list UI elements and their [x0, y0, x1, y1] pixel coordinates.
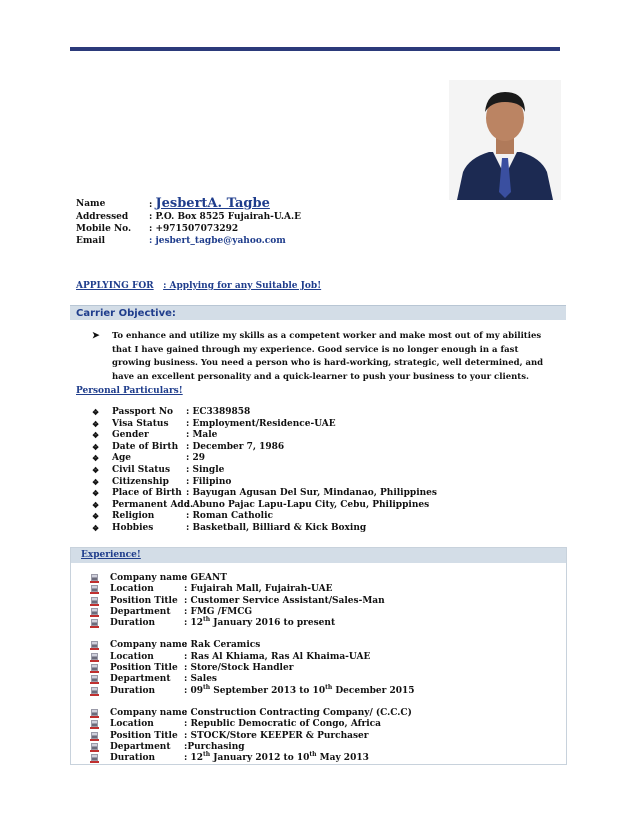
objective-paragraph	[92, 330, 558, 384]
personal-heading: Personal Particulars!	[76, 386, 183, 396]
personal-value: : December 7, 1986	[186, 441, 285, 452]
duration-part: January 2012 to 10	[210, 753, 310, 764]
duration-sup: th	[309, 751, 317, 759]
list-bullet-icon	[90, 675, 99, 684]
arrow-bullet-icon: ➤	[92, 331, 100, 341]
personal-value: : Roman Catholic	[186, 511, 273, 522]
duration-part: December 2015	[332, 685, 415, 696]
personal-value: : Male	[186, 430, 218, 441]
list-bullet-icon	[90, 641, 99, 650]
duration-sup: th	[202, 616, 211, 624]
job-value: :Purchasing	[184, 741, 245, 752]
contact-label: Addressed	[76, 212, 129, 222]
personal-label: Religion	[112, 511, 155, 522]
personal-value: : Employment/Residence-UAE	[186, 418, 336, 429]
contact-value: : P.O. Box 8525 Fujairah-U.A.E	[149, 212, 302, 222]
applicant-name: JesbertA. Tagbe	[155, 196, 270, 211]
job-value: : Sales	[184, 674, 217, 685]
duration-part: : 09	[184, 685, 203, 696]
job-label: Location	[110, 719, 154, 730]
diamond-bullet-icon: ❖	[92, 499, 100, 510]
job-value: : Rak Ceramics	[184, 640, 261, 651]
job-label: Company name	[110, 707, 188, 718]
contact-label: Email	[76, 236, 106, 246]
personal-value: : Single	[186, 464, 225, 475]
duration-part: May 2013	[316, 753, 369, 764]
job-label: Position Title	[110, 730, 178, 741]
personal-value: : 29	[186, 453, 205, 464]
diamond-bullet-icon: ❖	[92, 511, 100, 522]
applying-for	[76, 281, 321, 291]
duration-part: January 2016 to present	[210, 618, 336, 629]
personal-label: Citizenship	[112, 476, 169, 487]
experience-heading-text: Experience!	[81, 550, 141, 560]
objective-text: To enhance and utilize my skills as a competent worker and make most out of my abilities that I have gained through my experience. Good service is no longer enough in a fast growing business. You need a person who is hard-working, strategic, well determined, and have an excellent personality and a quick-learner to push your business to your clients.	[112, 331, 544, 382]
contact-value: : +971507073292	[149, 224, 239, 234]
personal-value: : Abuno Pajac Lapu-Lapu City, Cebu, Philippines	[186, 499, 430, 510]
job-value: : STOCK/Store KEEPER & Purchaser	[184, 730, 369, 741]
list-bullet-icon	[90, 653, 99, 662]
objective-heading: Carrier Objective:	[70, 305, 566, 320]
job-label: Department	[110, 674, 171, 685]
duration-sup: th	[202, 683, 211, 691]
list-bullet-icon	[90, 754, 99, 763]
personal-value: : Bayugan Agusan Del Sur, Mindanao, Philippines	[186, 488, 437, 499]
list-bullet-icon	[90, 574, 99, 583]
diamond-bullet-icon: ❖	[92, 441, 100, 452]
personal-label: Gender	[112, 430, 149, 441]
job-value: : Fujairah Mall, Fujairah-UAE	[184, 584, 333, 595]
job-value	[184, 753, 369, 764]
personal-value: : EC3389858	[186, 407, 251, 417]
diamond-bullet-icon: ❖	[92, 407, 100, 417]
applying-label: APPLYING FOR	[76, 281, 154, 291]
personal-label: Hobbies	[112, 522, 154, 533]
personal-label: Civil Status	[112, 464, 171, 475]
job-label: Department	[110, 606, 171, 617]
job-label: Department	[110, 741, 171, 752]
personal-label: Visa Status	[112, 418, 169, 429]
job-label: Company name	[110, 640, 188, 651]
duration-part: September 2013 to 10	[210, 685, 326, 696]
contact-label: Name	[76, 199, 106, 209]
job-label: Company name	[110, 573, 188, 583]
job-value	[184, 618, 335, 629]
job-label: Position Title	[110, 663, 178, 674]
job-label: Position Title	[110, 595, 178, 606]
profile-photo	[449, 80, 561, 200]
job-value: : Customer Service Assistant/Sales-Man	[184, 595, 385, 606]
personal-label: Age	[112, 453, 132, 464]
list-bullet-icon	[90, 608, 99, 617]
job-label: Duration	[110, 753, 156, 764]
personal-value: : Basketball, Billiard & Kick Boxing	[186, 522, 367, 533]
list-bullet-icon	[90, 743, 99, 752]
personal-label: Permanent Add.	[112, 499, 194, 510]
diamond-bullet-icon: ❖	[92, 464, 100, 475]
list-bullet-icon	[90, 597, 99, 606]
personal-label: Date of Birth	[112, 441, 179, 452]
top-rule	[70, 47, 560, 51]
list-bullet-icon	[90, 687, 99, 696]
job-value: : Ras Al Khiama, Ras Al Khaima-UAE	[184, 651, 371, 662]
job-value: : Republic Democratic of Congo, Africa	[184, 719, 381, 730]
job-value: : GEANT	[184, 573, 227, 583]
duration-part: : 12	[184, 618, 203, 629]
diamond-bullet-icon: ❖	[92, 453, 100, 464]
list-bullet-icon	[90, 709, 99, 718]
list-bullet-icon	[90, 732, 99, 741]
list-bullet-icon	[90, 619, 99, 628]
job-value: : Construction Contracting Company/ (C.C.C)	[184, 707, 412, 718]
contact-label: Mobile No.	[76, 224, 132, 234]
list-bullet-icon	[90, 720, 99, 729]
contact-value	[149, 197, 270, 212]
duration-sup: th	[325, 683, 333, 691]
personal-value: : Filipino	[186, 476, 232, 487]
job-value: : Store/Stock Handler	[184, 663, 294, 674]
job-label: Location	[110, 651, 154, 662]
job-value: : FMG /FMCG	[184, 606, 253, 617]
list-bullet-icon	[90, 585, 99, 594]
diamond-bullet-icon: ❖	[92, 430, 100, 441]
experience-heading	[71, 548, 566, 563]
email-link[interactable]: : jesbert_tagbe@yahoo.com	[149, 236, 286, 246]
diamond-bullet-icon: ❖	[92, 476, 100, 487]
job-label: Duration	[110, 618, 156, 629]
diamond-bullet-icon: ❖	[92, 418, 100, 429]
diamond-bullet-icon: ❖	[92, 522, 100, 533]
personal-label: Passport No	[112, 407, 174, 417]
duration-sup: th	[202, 751, 211, 759]
job-label: Duration	[110, 685, 156, 696]
job-value	[184, 683, 415, 697]
diamond-bullet-icon: ❖	[92, 488, 100, 499]
personal-label: Place of Birth	[112, 488, 182, 499]
duration-part: : 12	[184, 753, 203, 764]
job-label: Location	[110, 584, 154, 595]
applying-value: : Applying for any Suitable Job!	[163, 281, 322, 291]
name-colon: :	[149, 200, 156, 210]
list-bullet-icon	[90, 664, 99, 673]
